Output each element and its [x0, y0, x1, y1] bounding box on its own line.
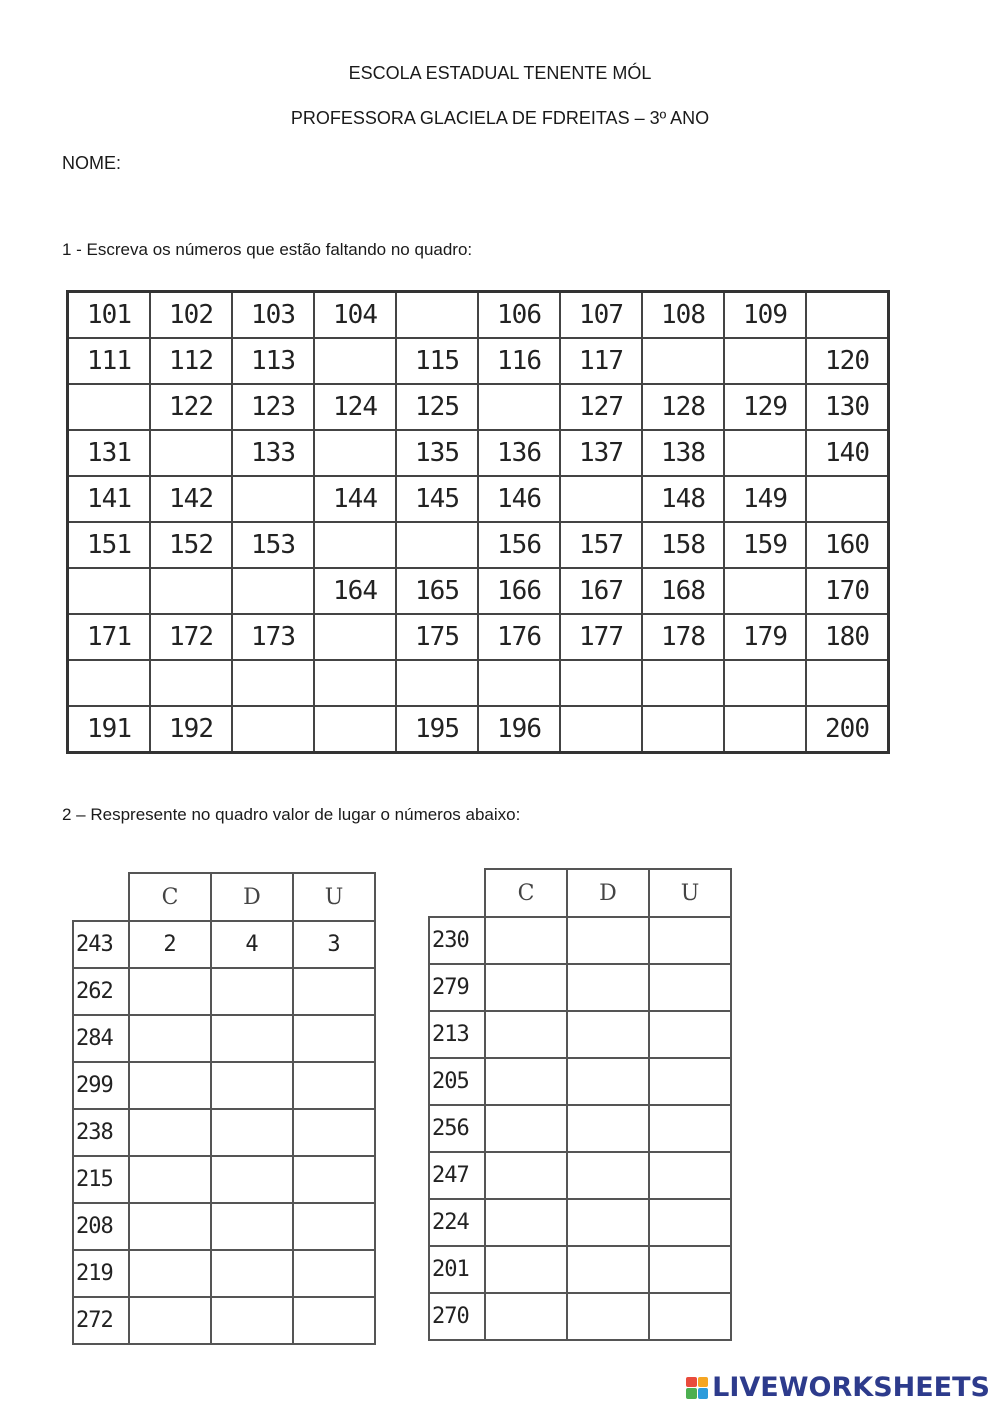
grid-cell: 148 [642, 476, 724, 522]
grid-cell: 171 [68, 614, 151, 660]
grid-row [68, 614, 889, 660]
grid-row [68, 384, 889, 430]
pv-row [73, 1250, 375, 1297]
pv-number: 224 [429, 1199, 485, 1246]
pv-cell-c[interactable] [129, 1156, 211, 1203]
grid-cell: 137 [560, 430, 642, 476]
grid-cell-blank[interactable] [478, 384, 560, 430]
grid-cell-blank[interactable] [806, 476, 889, 522]
pv-row [73, 1297, 375, 1344]
pv-cell-c[interactable] [129, 1062, 211, 1109]
grid-row [68, 430, 889, 476]
pv-cell-d[interactable] [211, 1297, 293, 1344]
pv-row [73, 1156, 375, 1203]
pv-row [73, 921, 375, 968]
pv-cell-d[interactable] [211, 968, 293, 1015]
grid-cell: 116 [478, 338, 560, 384]
pv-number: 272 [73, 1297, 129, 1344]
grid-cell: 109 [724, 292, 806, 339]
pv-cell-c[interactable] [129, 1015, 211, 1062]
pv-cell-c[interactable] [129, 1250, 211, 1297]
grid-cell-blank[interactable] [232, 660, 314, 706]
pv-number: 238 [73, 1109, 129, 1156]
grid-cell: 128 [642, 384, 724, 430]
grid-cell: 131 [68, 430, 151, 476]
pv-cell-u[interactable] [293, 1015, 375, 1062]
pv-cell-c[interactable] [129, 1203, 211, 1250]
pv-row [429, 1293, 731, 1340]
pv-number: 215 [73, 1156, 129, 1203]
grid-cell: 167 [560, 568, 642, 614]
pv-cell-d[interactable] [567, 1199, 649, 1246]
grid-cell: 140 [806, 430, 889, 476]
pv-cell-d[interactable] [211, 1062, 293, 1109]
pv-cell-d[interactable] [211, 1015, 293, 1062]
pv-cell-d[interactable] [211, 1203, 293, 1250]
pv-cell-d: 4 [211, 921, 293, 968]
grid-cell-blank[interactable] [724, 430, 806, 476]
grid-cell-blank[interactable] [396, 522, 478, 568]
pv-row [429, 1011, 731, 1058]
pv-number: 201 [429, 1246, 485, 1293]
logo-text: LIVEWORKSHEETS [712, 1372, 990, 1403]
pv-cell-d[interactable] [567, 1058, 649, 1105]
grid-cell: 117 [560, 338, 642, 384]
grid-cell: 173 [232, 614, 314, 660]
pv-number: 279 [429, 964, 485, 1011]
pv-cell-u[interactable] [293, 1156, 375, 1203]
grid-cell: 108 [642, 292, 724, 339]
question-1-text: 1 - Escreva os números que estão faltando no quadro: [62, 240, 473, 259]
grid-cell-blank[interactable] [396, 660, 478, 706]
pv-cell-u[interactable] [649, 1152, 731, 1199]
pv-number: 262 [73, 968, 129, 1015]
pv-number: 213 [429, 1011, 485, 1058]
pv-corner [429, 869, 485, 917]
grid-cell: 151 [68, 522, 151, 568]
pv-row [73, 1203, 375, 1250]
pv-cell-u[interactable] [293, 1109, 375, 1156]
pv-cell-u[interactable] [293, 968, 375, 1015]
grid-cell: 122 [150, 384, 232, 430]
grid-cell: 153 [232, 522, 314, 568]
pv-cell-c[interactable] [485, 1105, 567, 1152]
grid-cell: 135 [396, 430, 478, 476]
pv-row [429, 917, 731, 964]
grid-cell-blank[interactable] [232, 706, 314, 753]
grid-cell-blank[interactable] [396, 292, 478, 339]
pv-number: 247 [429, 1152, 485, 1199]
grid-cell: 101 [68, 292, 151, 339]
pv-row [429, 1246, 731, 1293]
grid-cell-blank[interactable] [724, 706, 806, 753]
grid-cell: 102 [150, 292, 232, 339]
grid-cell: 175 [396, 614, 478, 660]
pv-cell-c[interactable] [129, 968, 211, 1015]
pv-cell-c[interactable] [129, 1297, 211, 1344]
grid-cell-blank[interactable] [314, 706, 396, 753]
grid-cell: 172 [150, 614, 232, 660]
name-label: NOME: [62, 153, 122, 173]
pv-cell-d[interactable] [211, 1109, 293, 1156]
pv-number: 208 [73, 1203, 129, 1250]
pv-header-c: C [485, 869, 567, 917]
pv-number: 270 [429, 1293, 485, 1340]
grid-cell-blank[interactable] [642, 660, 724, 706]
pv-cell-u[interactable] [649, 1246, 731, 1293]
pv-cell-d[interactable] [567, 964, 649, 1011]
grid-cell: 141 [68, 476, 151, 522]
grid-cell-blank[interactable] [478, 660, 560, 706]
pv-cell-c[interactable] [485, 917, 567, 964]
question-2-text: 2 – Respresente no quadro valor de lugar o números abaixo: [62, 805, 521, 824]
logo-mark-icon [686, 1377, 708, 1399]
grid-cell: 164 [314, 568, 396, 614]
grid-cell: 112 [150, 338, 232, 384]
pv-number: 205 [429, 1058, 485, 1105]
pv-cell-d[interactable] [567, 1246, 649, 1293]
pv-cell-c[interactable] [485, 1152, 567, 1199]
pv-row [73, 1109, 375, 1156]
grid-cell-blank[interactable] [314, 522, 396, 568]
pv-row [429, 964, 731, 1011]
pv-cell-c[interactable] [485, 1199, 567, 1246]
grid-cell-blank[interactable] [68, 568, 151, 614]
pv-cell-u[interactable] [293, 1250, 375, 1297]
grid-cell: 196 [478, 706, 560, 753]
grid-cell: 145 [396, 476, 478, 522]
grid-cell: 127 [560, 384, 642, 430]
grid-cell: 103 [232, 292, 314, 339]
grid-cell-blank[interactable] [642, 338, 724, 384]
grid-cell: 129 [724, 384, 806, 430]
pv-cell-u[interactable] [649, 964, 731, 1011]
pv-row [429, 1105, 731, 1152]
grid-cell: 107 [560, 292, 642, 339]
grid-row [68, 660, 889, 706]
grid-cell: 113 [232, 338, 314, 384]
grid-cell-blank[interactable] [150, 660, 232, 706]
pv-cell-u[interactable] [649, 1199, 731, 1246]
grid-cell-blank[interactable] [68, 384, 151, 430]
grid-cell: 160 [806, 522, 889, 568]
pv-cell-u[interactable] [649, 1105, 731, 1152]
pv-cell-u[interactable] [293, 1203, 375, 1250]
grid-cell: 152 [150, 522, 232, 568]
grid-cell: 130 [806, 384, 889, 430]
pv-row [429, 1058, 731, 1105]
grid-row [68, 338, 889, 384]
grid-cell: 146 [478, 476, 560, 522]
grid-cell: 170 [806, 568, 889, 614]
grid-cell: 138 [642, 430, 724, 476]
pv-row [73, 1015, 375, 1062]
grid-cell-blank[interactable] [806, 660, 889, 706]
teacher-name: PROFESSORA GLACIELA DE FDREITAS – 3º ANO [290, 108, 710, 128]
pv-row [73, 1062, 375, 1109]
grid-cell-blank[interactable] [150, 568, 232, 614]
grid-cell: 195 [396, 706, 478, 753]
grid-cell-blank[interactable] [314, 338, 396, 384]
pv-cell-c: 2 [129, 921, 211, 968]
grid-cell: 111 [68, 338, 151, 384]
grid-cell: 104 [314, 292, 396, 339]
pv-cell-u: 3 [293, 921, 375, 968]
grid-cell: 178 [642, 614, 724, 660]
pv-cell-c[interactable] [485, 1246, 567, 1293]
grid-cell-blank[interactable] [806, 292, 889, 339]
grid-cell: 156 [478, 522, 560, 568]
pv-cell-u[interactable] [649, 1011, 731, 1058]
pv-number: 219 [73, 1250, 129, 1297]
grid-cell: 165 [396, 568, 478, 614]
pv-cell-d[interactable] [567, 1105, 649, 1152]
grid-cell-blank[interactable] [724, 568, 806, 614]
pv-cell-d[interactable] [567, 1152, 649, 1199]
grid-row [68, 522, 889, 568]
grid-cell: 157 [560, 522, 642, 568]
grid-cell: 192 [150, 706, 232, 753]
grid-cell: 115 [396, 338, 478, 384]
pv-number: 299 [73, 1062, 129, 1109]
pv-header-c: C [129, 873, 211, 921]
grid-cell: 144 [314, 476, 396, 522]
grid-cell-blank[interactable] [560, 476, 642, 522]
pv-cell-u[interactable] [293, 1062, 375, 1109]
grid-cell: 179 [724, 614, 806, 660]
grid-cell: 176 [478, 614, 560, 660]
pv-cell-d[interactable] [567, 1293, 649, 1340]
pv-row [429, 1199, 731, 1246]
pv-cell-c[interactable] [485, 1058, 567, 1105]
pv-cell-d[interactable] [567, 1011, 649, 1058]
pv-row [429, 1152, 731, 1199]
pv-header-u: U [649, 869, 731, 917]
pv-cell-d[interactable] [567, 917, 649, 964]
pv-header-row [429, 869, 731, 917]
grid-cell-blank[interactable] [724, 660, 806, 706]
place-value-table-left [72, 872, 376, 1345]
pv-header-u: U [293, 873, 375, 921]
liveworksheets-logo [686, 1372, 990, 1403]
pv-cell-u[interactable] [649, 1058, 731, 1105]
pv-number: 243 [73, 921, 129, 968]
grid-cell: 120 [806, 338, 889, 384]
grid-cell: 133 [232, 430, 314, 476]
pv-corner [73, 873, 129, 921]
pv-number: 230 [429, 917, 485, 964]
grid-cell: 149 [724, 476, 806, 522]
grid-cell: 168 [642, 568, 724, 614]
school-name: ESCOLA ESTADUAL TENENTE MÓL [348, 63, 652, 83]
grid-cell: 159 [724, 522, 806, 568]
place-value-table-right [428, 868, 732, 1341]
grid-cell: 158 [642, 522, 724, 568]
pv-cell-u[interactable] [649, 1293, 731, 1340]
grid-row [68, 706, 889, 753]
grid-cell-blank[interactable] [724, 338, 806, 384]
grid-cell: 191 [68, 706, 151, 753]
grid-cell: 180 [806, 614, 889, 660]
hundred-grid [66, 290, 890, 754]
pv-row [73, 968, 375, 1015]
pv-cell-c[interactable] [485, 1293, 567, 1340]
grid-cell: 177 [560, 614, 642, 660]
grid-cell-blank[interactable] [642, 706, 724, 753]
grid-row [68, 568, 889, 614]
grid-row [68, 292, 889, 339]
grid-cell: 142 [150, 476, 232, 522]
grid-cell-blank[interactable] [314, 660, 396, 706]
grid-cell-blank[interactable] [314, 614, 396, 660]
pv-cell-c[interactable] [129, 1109, 211, 1156]
pv-header-row [73, 873, 375, 921]
grid-cell: 124 [314, 384, 396, 430]
grid-cell-blank[interactable] [560, 660, 642, 706]
pv-cell-u[interactable] [649, 917, 731, 964]
pv-cell-u[interactable] [293, 1297, 375, 1344]
grid-cell: 125 [396, 384, 478, 430]
pv-number: 284 [73, 1015, 129, 1062]
grid-cell: 166 [478, 568, 560, 614]
grid-cell-blank[interactable] [150, 430, 232, 476]
pv-cell-c[interactable] [485, 964, 567, 1011]
grid-cell-blank[interactable] [314, 430, 396, 476]
grid-cell: 136 [478, 430, 560, 476]
pv-cell-d[interactable] [211, 1250, 293, 1297]
grid-cell: 123 [232, 384, 314, 430]
pv-header-d: D [211, 873, 293, 921]
grid-cell-blank[interactable] [560, 706, 642, 753]
grid-cell-blank[interactable] [232, 568, 314, 614]
grid-cell-blank[interactable] [68, 660, 151, 706]
grid-row [68, 476, 889, 522]
pv-number: 256 [429, 1105, 485, 1152]
grid-cell: 106 [478, 292, 560, 339]
pv-cell-d[interactable] [211, 1156, 293, 1203]
pv-cell-c[interactable] [485, 1011, 567, 1058]
pv-header-d: D [567, 869, 649, 917]
grid-cell-blank[interactable] [232, 476, 314, 522]
grid-cell: 200 [806, 706, 889, 753]
